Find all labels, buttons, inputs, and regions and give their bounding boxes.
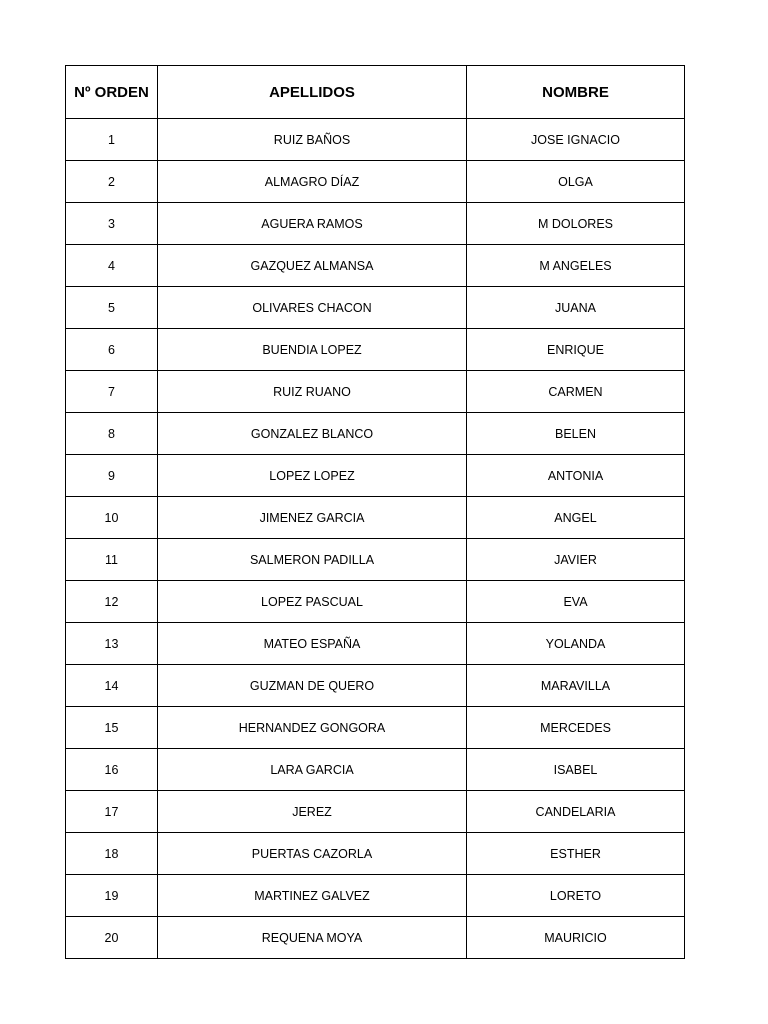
table-row — [66, 875, 685, 917]
cell-orden: 6 — [66, 329, 158, 371]
table-row — [66, 623, 685, 665]
cell-apellidos: GAZQUEZ ALMANSA — [158, 245, 467, 287]
table-row — [66, 329, 685, 371]
cell-apellidos: AGUERA RAMOS — [158, 203, 467, 245]
cell-nombre: LORETO — [467, 875, 685, 917]
cell-orden: 15 — [66, 707, 158, 749]
cell-nombre: ANTONIA — [467, 455, 685, 497]
cell-nombre: JUANA — [467, 287, 685, 329]
table-row — [66, 413, 685, 455]
table-row — [66, 161, 685, 203]
cell-apellidos: LOPEZ PASCUAL — [158, 581, 467, 623]
cell-apellidos: LOPEZ LOPEZ — [158, 455, 467, 497]
table-row — [66, 371, 685, 413]
cell-apellidos: JIMENEZ GARCIA — [158, 497, 467, 539]
column-header-nombre: NOMBRE — [467, 66, 685, 119]
cell-apellidos: ALMAGRO DÍAZ — [158, 161, 467, 203]
table-row — [66, 791, 685, 833]
cell-nombre: MERCEDES — [467, 707, 685, 749]
cell-nombre: ESTHER — [467, 833, 685, 875]
table-row — [66, 203, 685, 245]
cell-orden: 20 — [66, 917, 158, 959]
cell-orden: 14 — [66, 665, 158, 707]
header-row — [66, 66, 685, 119]
table-row — [66, 749, 685, 791]
cell-nombre: ENRIQUE — [467, 329, 685, 371]
cell-orden: 8 — [66, 413, 158, 455]
cell-apellidos: BUENDIA LOPEZ — [158, 329, 467, 371]
cell-nombre: BELEN — [467, 413, 685, 455]
table-row — [66, 287, 685, 329]
cell-nombre: YOLANDA — [467, 623, 685, 665]
cell-nombre: M ANGELES — [467, 245, 685, 287]
cell-apellidos: PUERTAS CAZORLA — [158, 833, 467, 875]
cell-nombre: ANGEL — [467, 497, 685, 539]
cell-orden: 17 — [66, 791, 158, 833]
table-row — [66, 245, 685, 287]
cell-orden: 2 — [66, 161, 158, 203]
table-row — [66, 539, 685, 581]
cell-nombre: JAVIER — [467, 539, 685, 581]
cell-apellidos: LARA GARCIA — [158, 749, 467, 791]
cell-orden: 9 — [66, 455, 158, 497]
cell-nombre: EVA — [467, 581, 685, 623]
cell-nombre: OLGA — [467, 161, 685, 203]
cell-orden: 12 — [66, 581, 158, 623]
cell-apellidos: OLIVARES CHACON — [158, 287, 467, 329]
cell-nombre: M DOLORES — [467, 203, 685, 245]
cell-apellidos: MARTINEZ GALVEZ — [158, 875, 467, 917]
document-page — [65, 65, 684, 959]
table-row — [66, 119, 685, 161]
table-row — [66, 665, 685, 707]
cell-orden: 4 — [66, 245, 158, 287]
cell-orden: 16 — [66, 749, 158, 791]
cell-apellidos: MATEO ESPAÑA — [158, 623, 467, 665]
table-header — [66, 66, 685, 119]
cell-orden: 19 — [66, 875, 158, 917]
column-header-apellidos: APELLIDOS — [158, 66, 467, 119]
table-row — [66, 833, 685, 875]
table-row — [66, 497, 685, 539]
cell-apellidos: RUIZ RUANO — [158, 371, 467, 413]
cell-nombre: ISABEL — [467, 749, 685, 791]
cell-apellidos: REQUENA MOYA — [158, 917, 467, 959]
table-row — [66, 581, 685, 623]
cell-apellidos: JEREZ — [158, 791, 467, 833]
column-header-orden: Nº ORDEN — [66, 66, 158, 119]
cell-orden: 11 — [66, 539, 158, 581]
table-row — [66, 917, 685, 959]
cell-nombre: MARAVILLA — [467, 665, 685, 707]
cell-nombre: CANDELARIA — [467, 791, 685, 833]
cell-orden: 7 — [66, 371, 158, 413]
cell-orden: 5 — [66, 287, 158, 329]
cell-apellidos: SALMERON PADILLA — [158, 539, 467, 581]
cell-apellidos: GUZMAN DE QUERO — [158, 665, 467, 707]
cell-orden: 1 — [66, 119, 158, 161]
cell-apellidos: HERNANDEZ GONGORA — [158, 707, 467, 749]
cell-nombre: CARMEN — [467, 371, 685, 413]
table-row — [66, 455, 685, 497]
cell-nombre: MAURICIO — [467, 917, 685, 959]
cell-apellidos: RUIZ BAÑOS — [158, 119, 467, 161]
table-row — [66, 707, 685, 749]
cell-nombre: JOSE IGNACIO — [467, 119, 685, 161]
table-body — [66, 119, 685, 959]
cell-orden: 18 — [66, 833, 158, 875]
names-table — [65, 65, 685, 959]
cell-orden: 10 — [66, 497, 158, 539]
cell-apellidos: GONZALEZ BLANCO — [158, 413, 467, 455]
cell-orden: 3 — [66, 203, 158, 245]
cell-orden: 13 — [66, 623, 158, 665]
